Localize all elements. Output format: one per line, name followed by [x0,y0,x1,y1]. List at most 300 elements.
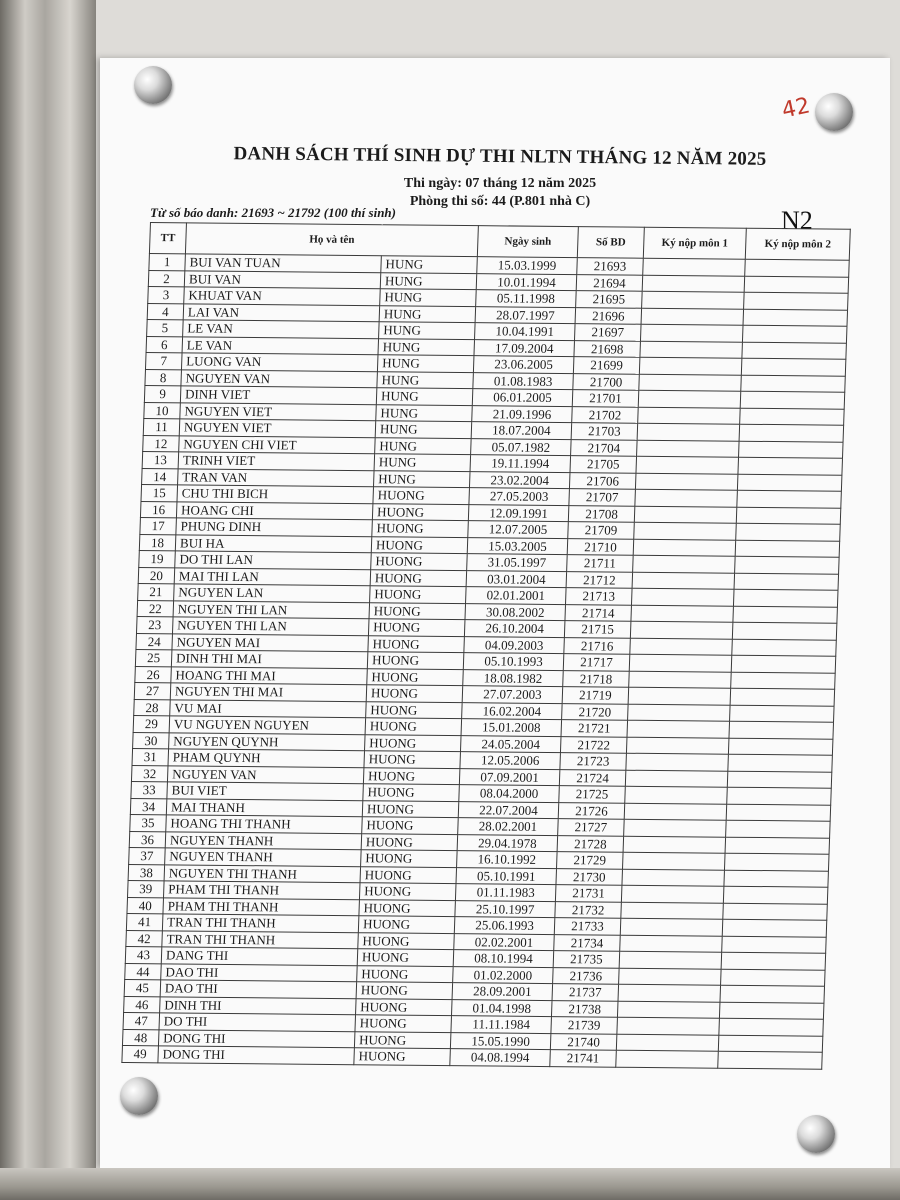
cell-family-name: DONG THI [158,1046,355,1064]
cell-candidate-number: 21716 [564,637,631,654]
cell-given-name: HUNG [377,371,474,388]
cell-tt: 34 [130,798,167,815]
cell-candidate-number: 21740 [550,1033,617,1050]
cell-sign-1 [624,819,727,836]
cell-family-name: PHAM THI THANH [164,881,361,899]
cell-candidate-number: 21709 [568,522,635,539]
header-sign-1: Ký nộp môn 1 [643,227,746,259]
cell-sign-2 [736,523,841,540]
cell-sign-1 [628,687,731,704]
cell-given-name: HUNG [375,437,472,454]
cell-family-name: VU MAI [170,699,367,717]
group-code: N2 [781,206,813,235]
cell-candidate-number: 21706 [569,472,636,489]
cell-candidate-number: 21730 [556,868,623,885]
cell-tt: 46 [124,996,161,1013]
cell-given-name: HUNG [379,322,476,339]
cell-family-name: NGUYEN THI MAI [170,683,367,701]
cell-given-name: HUONG [357,965,454,982]
cell-sign-2 [727,771,832,788]
cell-candidate-number: 21728 [557,835,624,852]
cell-candidate-number: 21714 [565,604,632,621]
cell-date-of-birth: 12.05.2006 [460,752,561,769]
cell-sign-2 [738,457,843,474]
cell-candidate-number: 21724 [559,769,626,786]
cell-candidate-number: 21699 [573,357,640,374]
cell-given-name: HUONG [372,520,469,537]
cell-sign-1 [636,456,739,473]
cell-date-of-birth: 08.04.2000 [459,785,560,802]
cell-tt: 33 [131,781,168,798]
document-title: DANH SÁCH THÍ SINH DỰ THI NLTN THÁNG 12 NĂM 2025 [233,143,767,170]
cell-sign-1 [624,803,727,820]
cell-date-of-birth: 05.10.1991 [456,867,557,884]
cell-given-name: HUNG [376,388,473,405]
cell-candidate-number: 21734 [554,934,621,951]
cell-sign-2 [740,391,845,408]
cell-sign-1 [616,1050,719,1067]
cell-given-name: HUONG [369,602,466,619]
cell-sign-1 [629,671,732,688]
cell-given-name: HUONG [370,586,467,603]
cell-candidate-number: 21717 [563,654,630,671]
cell-date-of-birth: 17.09.2004 [474,339,575,356]
cell-candidate-number: 21737 [552,984,619,1001]
cell-sign-2 [720,985,825,1002]
cell-family-name: BUI VAN [184,270,381,288]
pushpin-bottom-left-icon [120,1077,158,1115]
cell-candidate-number: 21739 [551,1017,618,1034]
cell-family-name: NGUYEN MAI [172,633,369,651]
cell-candidate-number: 21694 [576,274,643,291]
cell-family-name: NGUYEN VIET [179,419,376,437]
cell-date-of-birth: 21.09.1996 [472,405,573,422]
cell-family-name: PHAM QUYNH [168,749,365,767]
cell-sign-1 [633,555,736,572]
cell-given-name: HUONG [372,503,469,520]
handwritten-note: 42 [779,93,813,124]
aluminium-frame-bottom [0,1168,900,1200]
cell-given-name: HUONG [366,685,463,702]
cell-date-of-birth: 05.10.1993 [463,653,564,670]
cell-date-of-birth: 28.07.1997 [475,306,576,323]
cell-tt: 1 [149,254,186,271]
cell-date-of-birth: 12.07.2005 [468,521,569,538]
cell-tt: 7 [145,352,182,369]
cell-sign-2 [723,886,828,903]
cell-date-of-birth: 18.07.2004 [471,422,572,439]
cell-given-name: HUONG [362,800,459,817]
cell-date-of-birth: 23.02.2004 [469,471,570,488]
cell-sign-1 [637,423,740,440]
pushpin-top-left-icon [134,66,172,104]
cell-tt: 40 [127,897,164,914]
cell-family-name: LE VAN [182,336,379,354]
cell-family-name: VU NGUYEN NGUYEN [169,716,366,734]
cell-tt: 21 [138,583,175,600]
cell-given-name: HUONG [355,1015,452,1032]
cell-tt: 42 [126,930,163,947]
cell-tt: 5 [147,320,184,337]
cell-date-of-birth: 05.07.1982 [471,438,572,455]
cell-family-name: LUONG VAN [181,353,378,371]
cell-given-name: HUNG [376,404,473,421]
cell-sign-2 [718,1035,823,1052]
cell-tt: 2 [148,270,185,287]
cell-family-name: NGUYEN THANH [165,848,362,866]
cell-family-name: CHU THI BICH [177,485,374,503]
cell-given-name: HUONG [356,982,453,999]
cell-sign-2 [728,754,833,771]
cell-candidate-number: 21693 [577,258,644,275]
cell-family-name: NGUYEN CHI VIET [179,435,376,453]
cell-sign-1 [621,885,724,902]
cell-sign-2 [723,903,828,920]
cell-family-name: HOANG THI THANH [166,815,363,833]
cell-family-name: TRAN THI THANH [162,930,359,948]
cell-date-of-birth: 29.04.1978 [457,834,558,851]
candidate-id-range: Từ số báo danh: 21693 ~ 21792 (100 thí sinh) [150,205,396,220]
candidate-table [121,222,850,1069]
cell-sign-2 [725,837,830,854]
cell-family-name: MAI THANH [166,798,363,816]
cell-given-name: HUNG [381,256,478,273]
cell-sign-1 [625,786,728,803]
cell-tt: 13 [142,451,179,468]
cell-family-name: DAO THI [160,980,357,998]
cell-tt: 45 [124,979,161,996]
cell-sign-2 [726,804,831,821]
cell-sign-1 [634,506,737,523]
cell-family-name: BUI HA [175,534,372,552]
cell-candidate-number: 21704 [571,439,638,456]
cell-sign-2 [719,1018,824,1035]
cell-date-of-birth: 24.05.2004 [461,735,562,752]
cell-date-of-birth: 01.02.2000 [453,966,554,983]
cell-tt: 8 [145,369,182,386]
cell-family-name: PHUNG DINH [176,518,373,536]
cell-given-name: HUONG [361,833,458,850]
cell-sign-1 [635,489,738,506]
cell-given-name: HUONG [365,734,462,751]
cell-tt: 15 [141,484,178,501]
cell-family-name: DO THI [159,1013,356,1031]
cell-sign-2 [741,358,846,375]
cell-candidate-number: 21698 [574,340,641,357]
cell-given-name: HUONG [367,668,464,685]
cell-sign-2 [728,738,833,755]
cell-date-of-birth: 15.01.2008 [461,719,562,736]
cell-sign-2 [735,556,840,573]
cell-candidate-number: 21723 [560,753,627,770]
header-dob: Ngày sinh [477,226,578,258]
cell-tt: 35 [130,814,167,831]
cell-tt: 48 [122,1029,159,1046]
cell-given-name: HUONG [368,635,465,652]
cell-candidate-number: 21736 [553,967,620,984]
cell-candidate-number: 21738 [551,1000,618,1017]
cell-date-of-birth: 30.08.2002 [465,603,566,620]
cell-tt: 18 [139,534,176,551]
cell-sign-2 [732,639,837,656]
candidate-table-wrapper [121,222,850,1069]
header-sign-2: Ký nộp môn 2 [745,228,850,260]
cell-candidate-number: 21707 [569,489,636,506]
cell-candidate-number: 21710 [567,538,634,555]
cell-date-of-birth: 27.07.2003 [462,686,563,703]
cell-family-name: NGUYEN THI THANH [164,864,361,882]
cell-given-name: HUONG [357,949,454,966]
cell-sign-2 [745,259,850,276]
cell-tt: 37 [129,847,166,864]
cell-date-of-birth: 23.06.2005 [473,356,574,373]
cell-sign-2 [744,276,849,293]
cell-given-name: HUNG [375,421,472,438]
cell-tt: 17 [140,517,177,534]
cell-sign-1 [638,407,741,424]
cell-date-of-birth: 04.08.1994 [450,1049,551,1066]
cell-sign-1 [617,1017,720,1034]
cell-sign-1 [642,291,745,308]
cell-candidate-number: 21741 [550,1050,617,1067]
cell-candidate-number: 21703 [571,423,638,440]
header-sbd: Số BD [577,227,644,259]
header-tt: TT [149,223,186,254]
cell-tt: 32 [131,765,168,782]
cell-sign-2 [741,375,846,392]
cell-date-of-birth: 02.02.2001 [454,933,555,950]
cell-family-name: TRAN THI THANH [162,914,359,932]
cell-sign-2 [740,408,845,425]
cell-family-name: NGUYEN VIET [180,402,377,420]
cell-sign-2 [721,952,826,969]
cell-sign-2 [742,342,847,359]
cell-sign-2 [719,1002,824,1019]
cell-sign-2 [726,820,831,837]
cell-sign-1 [639,357,742,374]
cell-sign-2 [727,787,832,804]
cell-family-name: DINH THI MAI [171,650,368,668]
cell-candidate-number: 21708 [568,505,635,522]
cell-family-name: BUI VAN TUAN [185,254,382,272]
cell-sign-1 [628,704,731,721]
cell-candidate-number: 21697 [575,324,642,341]
cell-sign-2 [739,441,844,458]
cell-given-name: HUNG [374,454,471,471]
cell-date-of-birth: 10.01.1994 [476,273,577,290]
cell-sign-2 [722,936,827,953]
cell-sign-1 [619,951,722,968]
cell-candidate-number: 21721 [561,720,628,737]
cell-sign-1 [623,852,726,869]
cell-family-name: HOANG THI MAI [171,666,368,684]
cell-family-name: DINH VIET [180,386,377,404]
cell-date-of-birth: 04.09.2003 [464,636,565,653]
cell-sign-1 [640,341,743,358]
pushpin-bottom-right-icon [797,1115,835,1153]
cell-given-name: HUONG [360,866,457,883]
cell-given-name: HUONG [362,817,459,834]
cell-sign-1 [641,308,744,325]
cell-date-of-birth: 26.10.2004 [464,620,565,637]
cell-candidate-number: 21700 [573,373,640,390]
cell-family-name: KHUAT VAN [184,287,381,305]
cell-sign-1 [640,324,743,341]
cell-sign-1 [637,440,740,457]
cell-sign-1 [616,1034,719,1051]
cell-tt: 27 [134,682,171,699]
cell-given-name: HUONG [358,916,455,933]
cell-candidate-number: 21733 [554,918,621,935]
cell-sign-1 [629,654,732,671]
cell-family-name: TRAN VAN [178,468,375,486]
cell-given-name: HUONG [354,1031,451,1048]
cell-sign-2 [724,853,829,870]
cell-given-name: HUONG [370,569,467,586]
cell-given-name: HUNG [380,289,477,306]
cell-sign-2 [730,688,835,705]
cell-sign-1 [625,770,728,787]
cell-date-of-birth: 16.10.1992 [457,851,558,868]
cell-given-name: HUONG [373,487,470,504]
cell-tt: 26 [135,666,172,683]
cell-given-name: HUONG [371,536,468,553]
exam-room: Phòng thi số: 44 (P.801 nhà C) [409,194,591,209]
cell-date-of-birth: 08.10.1994 [453,950,554,967]
cell-candidate-number: 21731 [555,885,622,902]
cell-family-name: LAI VAN [183,303,380,321]
cell-candidate-number: 21729 [557,852,624,869]
cell-candidate-number: 21719 [562,687,629,704]
cell-given-name: HUONG [366,701,463,718]
cell-date-of-birth: 15.05.1990 [450,1032,551,1049]
cell-tt: 19 [139,550,176,567]
cell-candidate-number: 21705 [570,456,637,473]
cell-family-name: DONG THI [158,1029,355,1047]
cell-candidate-number: 21713 [566,588,633,605]
cell-family-name: DANG THI [161,947,358,965]
cell-candidate-number: 21702 [572,406,639,423]
cell-family-name: LE VAN [183,320,380,338]
cell-tt: 30 [133,732,170,749]
cell-family-name: BUI VIET [167,782,364,800]
cell-sign-1 [632,572,735,589]
cell-sign-2 [742,325,847,342]
cell-candidate-number: 21722 [560,736,627,753]
cell-sign-2 [721,969,826,986]
cell-given-name: HUONG [354,1048,451,1065]
cell-candidate-number: 21727 [558,819,625,836]
cell-date-of-birth: 28.02.2001 [458,818,559,835]
cell-sign-2 [743,309,848,326]
cell-date-of-birth: 01.08.1983 [473,372,574,389]
cell-sign-1 [639,374,742,391]
cell-family-name: DINH THI [160,996,357,1014]
cell-family-name: NGUYEN VAN [167,765,364,783]
cell-family-name: HOANG CHI [176,501,373,519]
cell-date-of-birth: 03.01.2004 [466,570,567,587]
cell-sign-1 [620,935,723,952]
cell-date-of-birth: 02.01.2001 [466,587,567,604]
cell-date-of-birth: 28.09.2001 [452,983,553,1000]
cell-tt: 41 [126,913,163,930]
cell-candidate-number: 21735 [553,951,620,968]
cell-given-name: HUONG [364,751,461,768]
cell-sign-1 [626,737,729,754]
cell-given-name: HUONG [363,767,460,784]
cell-tt: 39 [128,880,165,897]
cell-candidate-number: 21701 [572,390,639,407]
cell-given-name: HUNG [377,355,474,372]
cell-sign-1 [642,275,745,292]
cell-date-of-birth: 05.11.1998 [476,290,577,307]
candidate-rows [122,254,849,1069]
cell-tt: 24 [136,633,173,650]
cell-tt: 12 [143,435,180,452]
cell-tt: 11 [143,418,180,435]
cell-given-name: HUONG [367,652,464,669]
cell-sign-1 [623,836,726,853]
cell-sign-2 [744,292,849,309]
cell-tt: 22 [137,600,174,617]
cell-tt: 47 [123,1012,160,1029]
cell-family-name: MAI THI LAN [174,567,371,585]
cell-date-of-birth: 18.08.1982 [463,669,564,686]
cell-sign-1 [631,605,734,622]
cell-given-name: HUONG [359,883,456,900]
cell-date-of-birth: 16.02.2004 [462,702,563,719]
cell-sign-1 [619,968,722,985]
cell-sign-2 [735,540,840,557]
cell-sign-1 [638,390,741,407]
cell-tt: 4 [147,303,184,320]
cell-given-name: HUONG [368,619,465,636]
cell-given-name: HUONG [363,784,460,801]
cell-tt: 29 [133,715,170,732]
cell-sign-1 [618,984,721,1001]
cell-candidate-number: 21711 [567,555,634,572]
cell-candidate-number: 21725 [559,786,626,803]
cell-date-of-birth: 19.11.1994 [470,455,571,472]
cell-given-name: HUONG [365,718,462,735]
cell-given-name: HUNG [378,338,475,355]
cell-tt: 49 [122,1045,159,1062]
cell-sign-2 [739,424,844,441]
cell-date-of-birth: 01.04.1998 [452,999,553,1016]
cell-sign-2 [722,919,827,936]
cell-sign-1 [627,720,730,737]
cell-family-name: NGUYEN THI LAN [173,600,370,618]
cell-family-name: NGUYEN LAN [174,584,371,602]
cell-sign-1 [630,621,733,638]
cell-given-name: HUONG [359,899,456,916]
cell-sign-1 [622,869,725,886]
cell-sign-2 [724,870,829,887]
cell-candidate-number: 21726 [558,802,625,819]
cell-date-of-birth: 22.07.2004 [458,801,559,818]
cell-given-name: HUNG [379,305,476,322]
cell-sign-2 [718,1051,823,1068]
cell-tt: 28 [134,699,171,716]
cell-tt: 20 [138,567,175,584]
cell-candidate-number: 21696 [575,307,642,324]
cell-tt: 16 [140,501,177,518]
cell-candidate-number: 21718 [563,670,630,687]
cell-sign-1 [626,753,729,770]
cell-sign-1 [617,1001,720,1018]
cell-date-of-birth: 31.05.1997 [467,554,568,571]
cell-given-name: HUONG [358,932,455,949]
